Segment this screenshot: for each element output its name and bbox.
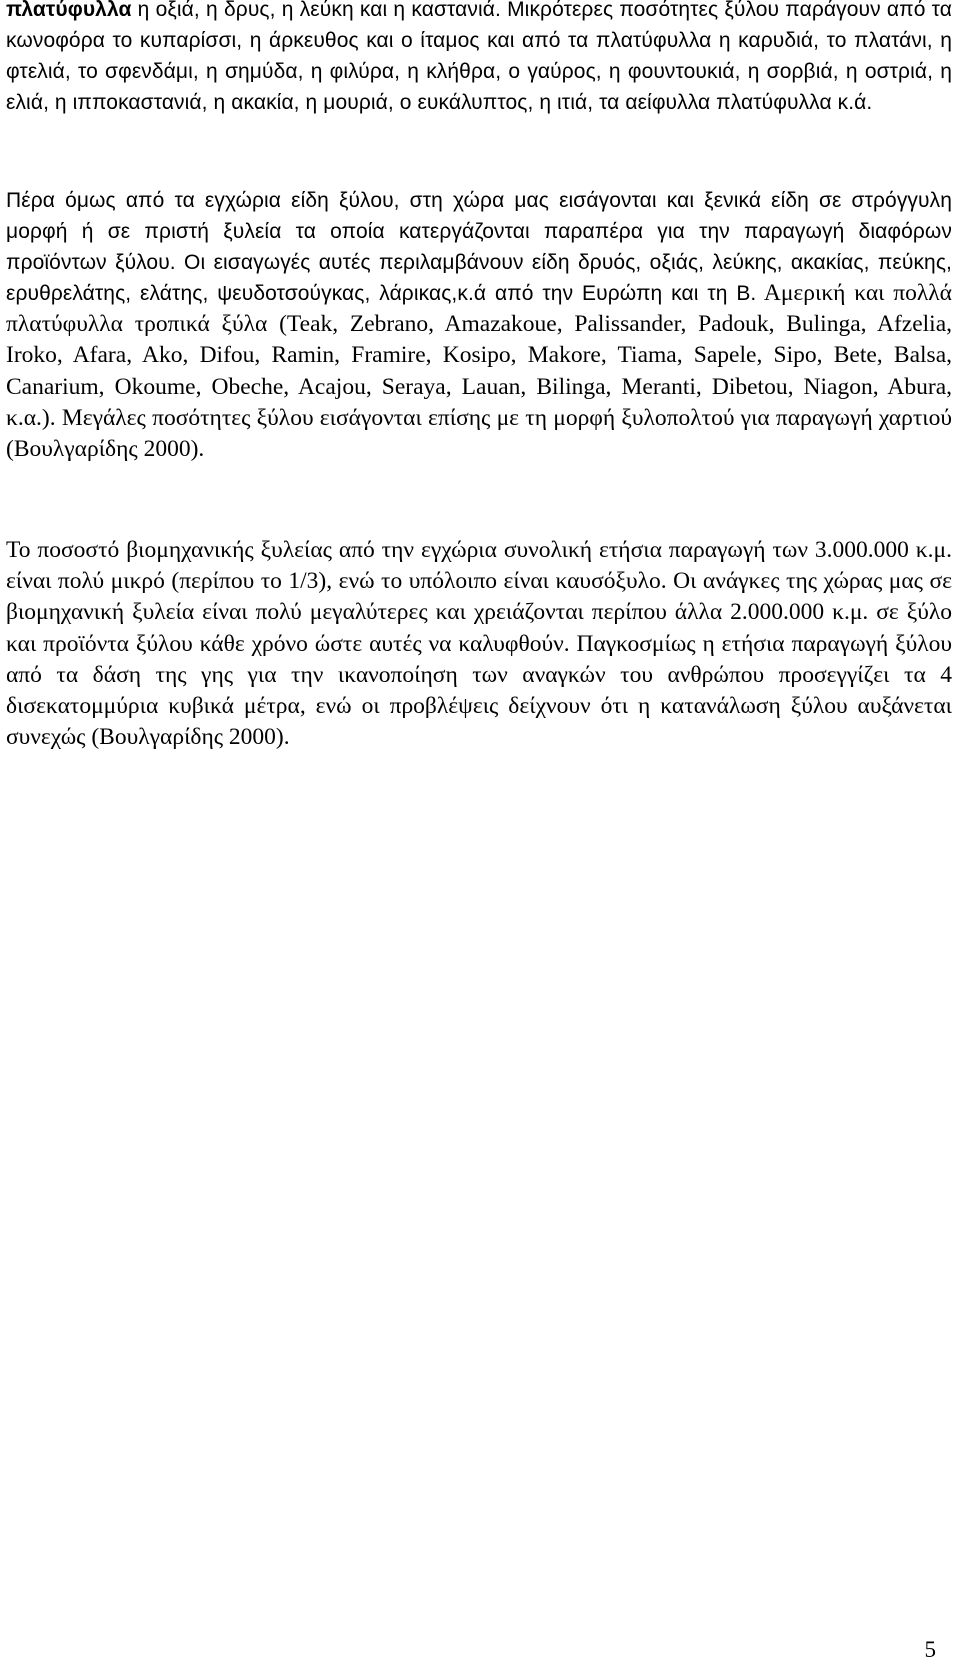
paragraph-text: Το ποσοστό βιομηχανικής ξυλείας από την εγχώρια συνολική ετήσια παραγωγή των 3.000.000 κ.μ. είναι πολύ μικρό (περίπου το 1/3), ενώ το υπόλοιπο είναι καυσόξυλο. Οι ανάγκες της χώρας μας σε βιομηχανική ξυλεία είναι πολύ μεγαλύτερες και χρειάζονται περίπου άλλα 2.000.000 κ.μ. σε ξύλο και προϊόντα ξύλου κάθε χρόνο ώστε αυτές να καλυφθούν. Παγκοσμίως η ετήσια παραγωγή ξύλου από τα δάση της γης για την ικανοποίηση των αναγκών του ανθρώπου προσεγγίζει τα 4 δισεκατομμύρια κυβικά μέτρα, ενώ οι προβλέψεις δείχνουν ότι η κατανάλωση ξύλου αυξάνεται συνεχώς (Βουλγαρίδης 2000). — [6, 537, 952, 751]
paragraph-production — [6, 535, 952, 753]
paragraph-native-species — [6, 0, 952, 118]
paragraph-text-serif: Αμερική και πολλά πλατύφυλλα τροπικά ξύλα (Teak, Zebrano, Amazakoue, Palissander, Padouk, Bulinga, Afzelia, Iroko, Afara, Ako, Difou, Ramin, Framire, Kosipo, Makore, Tiama, Sapele, Sipo, Bete, Balsa, Canarium, Okoume, Obeche, Acajou, Seraya, Lauan, Bilinga, Meranti, Dibetou, Niagon, Abura, κ.α.). Μεγάλες ποσότητες ξύλου εισάγονται επίσης με τη μορφή ξυλοπολτού για παραγωγή χαρτιού (Βουλγαρίδης 2000). — [6, 280, 952, 463]
page-number: 5 — [924, 1637, 936, 1662]
paragraph-imports — [6, 185, 952, 465]
bold-lead-term: πλατύφυλλα — [6, 0, 132, 21]
paragraph-text-sans: Πέρα όμως από τα εγχώρια είδη ξύλου, στη χώρα μας εισάγονται και ξενικά είδη σε στρόγγυλη μορφή ή σε πριστή ξυλεία τα οποία κατεργάζονται παραπέρα για την παραγωγή διαφόρων προϊόντων ξύλου. Οι εισαγωγές αυτές περιλαμβάνουν είδη δρυός, οξιάς, λεύκης, ακακίας, πεύκης, ερυθρελάτης, ελάτης, ψευδοτσούγκας, λάρικας,κ.ά από την Ευρώπη και τη Β. — [6, 189, 952, 305]
paragraph-text: η οξιά, η δρυς, η λεύκη και η καστανιά. Μικρότερες ποσότητες ξύλου παράγουν από τα κωνοφόρα το κυπαρίσσι, η άρκευθος και ο ίταμος και από τα πλατύφυλλα η καρυδιά, το πλατάνι, η φτελιά, το σφενδάμι, η σημύδα, η φιλύρα, η κλήθρα, ο γαύρος, η φουντουκιά, η σορβιά, η οστριά, η ελιά, η ιπποκαστανιά, η ακακία, η μουριά, ο ευκάλυπτος, η ιτιά, τα αείφυλλα πλατύφυλλα κ.ά. — [6, 0, 952, 114]
